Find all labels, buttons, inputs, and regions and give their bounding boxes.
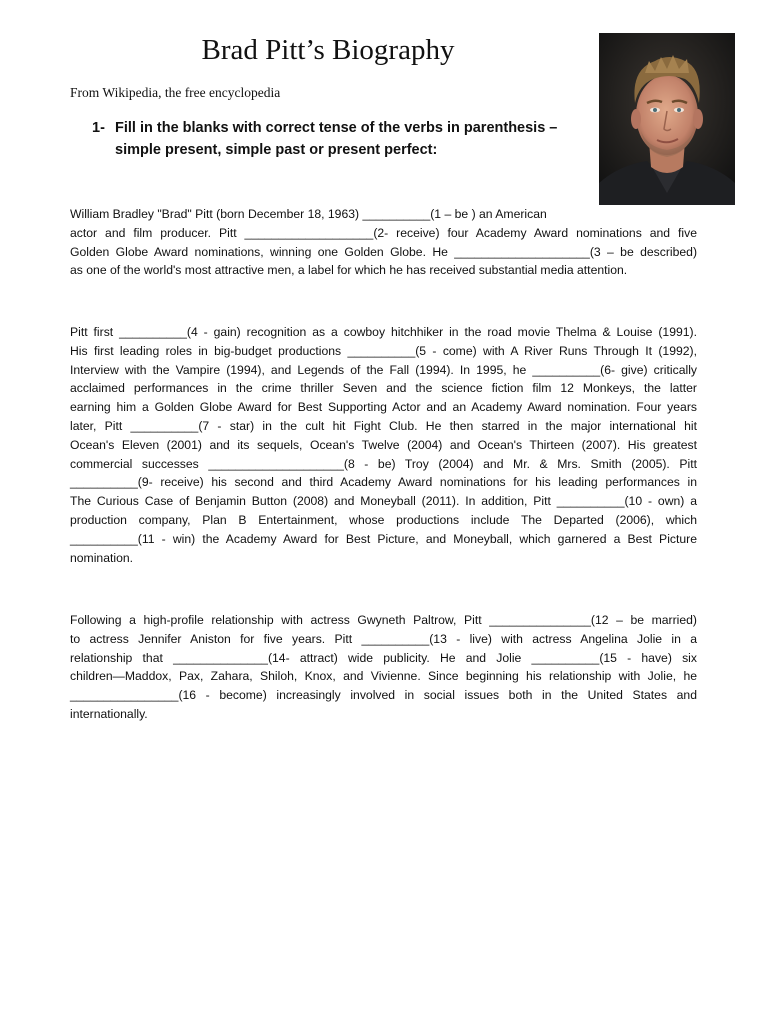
- paragraph-line: relationship that ______________(14- attract) wide publicity. He and Jolie __________(15 - have) six: [70, 650, 697, 665]
- paragraph-line: commercial successes ____________________(8 - be) Troy (2004) and Mr. & Mrs. Smith (2005). Pitt: [70, 456, 697, 471]
- paragraph-line: __________(9- receive) his second and third Academy Award nominations for his leading performances in: [70, 475, 697, 490]
- paragraph-line: __________(11 - win) the Academy Award for Best Picture, and Moneyball, which garnered a Best Picture: [70, 531, 697, 546]
- paragraph-2: [70, 323, 697, 567]
- instruction-text: Fill in the blanks with correct tense of the verbs in parenthesis – simple present, simple past or present perfect:: [115, 120, 558, 158]
- exercise-instruction: [92, 117, 592, 161]
- paragraph-line: ________________(16 - become) increasingly involved in social issues both in the United States and: [70, 688, 697, 703]
- portrait-image: [599, 33, 735, 205]
- paragraph-line: Pitt first __________(4 - gain) recognition as a cowboy hitchhiker in the road movie Thelma & Louise (1991).: [70, 325, 697, 339]
- paragraph-line: William Bradley "Brad" Pitt (born December 18, 1963) __________(1 – be ) an American: [70, 207, 547, 221]
- paragraph-line: actor and film producer. Pitt ___________________(2- receive) four Academy Award nominations and five: [70, 225, 697, 240]
- source-line: From Wikipedia, the free encyclopedia: [70, 85, 281, 100]
- paragraph-line: children—Maddox, Pax, Zahara, Shiloh, Knox, and Vivienne. Since beginning his relationship with Jolie, he: [70, 669, 697, 684]
- portrait-photo: [599, 33, 735, 205]
- paragraph-line: internationally.: [70, 706, 148, 721]
- paragraph-line: later, Pitt __________(7 - star) in the cult hit Fight Club. He then starred in the major international hit: [70, 418, 697, 433]
- paragraph-line: production company, Plan B Entertainment, whose productions include The Departed (2006), which: [70, 512, 697, 527]
- paragraph-line: acclaimed performances in the crime thriller Seven and the science fiction film 12 Monkeys, the latter: [70, 381, 697, 396]
- paragraph-line: Ocean's Eleven (2001) and its sequels, Ocean's Twelve (2004) and Ocean's Thirteen (2007). His greatest: [70, 437, 697, 452]
- paragraph-line: The Curious Case of Benjamin Button (2008) and Moneyball (2011). In addition, Pitt __________(10 - own) a: [70, 494, 697, 509]
- paragraph-line: nomination.: [70, 550, 134, 565]
- paragraph-line: Interview with the Vampire (1994), and Legends of the Fall (1994). In 1995, he __________(6- give) critically: [70, 362, 697, 377]
- page-title: Brad Pitt’s Biography: [201, 34, 455, 66]
- paragraph-1: [70, 205, 697, 280]
- instruction-number: 1-: [92, 120, 105, 136]
- paragraph-line: His first leading roles in big-budget productions __________(5 - come) with A River Runs Through It (1992),: [70, 343, 697, 358]
- paragraph-line: earning him a Golden Globe Award for Best Supporting Actor and an Academy Award nomination. Four years: [70, 400, 697, 415]
- paragraph-line: Following a high-profile relationship with actress Gwyneth Paltrow, Pitt _______________(12 – be married): [70, 613, 697, 627]
- paragraph-line: Golden Globe Award nominations, winning one Golden Globe. He ____________________(3 – be described): [70, 244, 697, 259]
- paragraph-3: [70, 611, 697, 724]
- paragraph-line: to actress Jennifer Aniston for five years. Pitt __________(13 - live) with actress Angelina Jolie in a: [70, 631, 697, 646]
- paragraph-line: as one of the world's most attractive men, a label for which he has received substantial media attention.: [70, 263, 628, 278]
